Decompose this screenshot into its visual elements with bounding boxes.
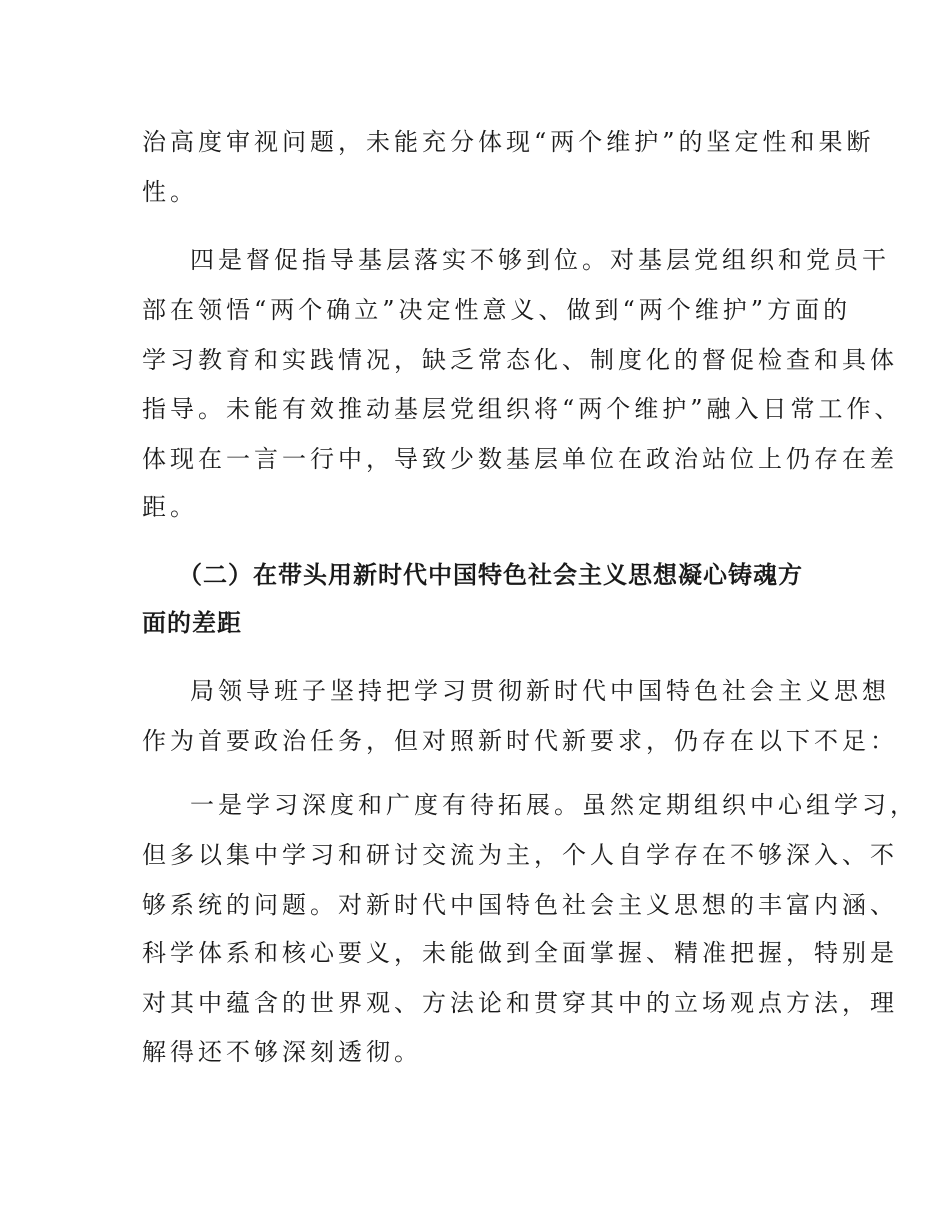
text-line: 性。 (142, 178, 198, 206)
paragraph-first-line: 四是督促指导基层落实不够到位。对基层党组织和党员干 (190, 246, 890, 274)
text-line: 部在领悟“两个确立”决定性意义、做到“两个维护”方面的 (142, 296, 852, 324)
text-line: 治高度审视问题，未能充分体现“两个维护”的坚定性和果断 (142, 128, 875, 156)
text-line: 作为首要政治任务，但对照新时代新要求，仍存在以下不足： (142, 727, 898, 755)
text-line: 指导。未能有效推动基层党组织将“两个维护”融入日常工作、 (142, 395, 903, 423)
paragraph-first-line: 局领导班子坚持把学习贯彻新时代中国特色社会主义思想 (190, 677, 890, 705)
text-line: 但多以集中学习和研讨交流为主，个人自学存在不够深入、不 (142, 841, 898, 869)
section-heading: （二）在带头用新时代中国特色社会主义思想凝心铸魂方 (178, 561, 803, 589)
text-line: 体现在一言一行中，导致少数基层单位在政治站位上仍存在差 (142, 445, 898, 473)
text-line: 距。 (142, 493, 198, 521)
text-line: 学习教育和实践情况，缺乏常态化、制度化的督促检查和具体 (142, 346, 898, 374)
text-line: 够系统的问题。对新时代中国特色社会主义思想的丰富内涵、 (142, 891, 898, 919)
text-line: 对其中蕴含的世界观、方法论和贯穿其中的立场观点方法，理 (142, 989, 898, 1017)
paragraph-first-line: 一是学习深度和广度有待拓展。虽然定期组织中心组学习， (190, 791, 918, 819)
text-line: 解得还不够深刻透彻。 (142, 1038, 422, 1066)
text-line: 科学体系和核心要义，未能做到全面掌握、精准把握，特别是 (142, 939, 898, 967)
section-heading-continued: 面的差距 (142, 609, 242, 637)
